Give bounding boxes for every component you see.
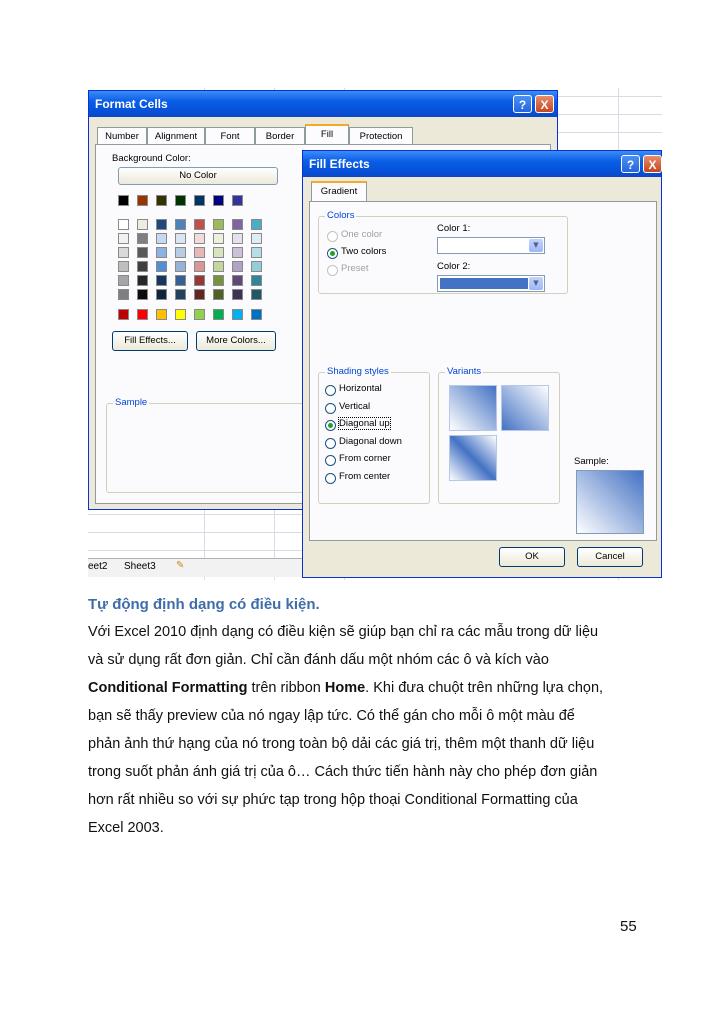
sample-preview [576, 470, 644, 534]
more-colors-button[interactable]: More Colors... [196, 331, 276, 351]
color-swatch[interactable] [194, 219, 205, 230]
sheet-tab-sheet2[interactable]: eet2 [88, 561, 108, 572]
color-swatch[interactable] [137, 289, 148, 300]
color-swatch[interactable] [232, 219, 243, 230]
color-swatch[interactable] [118, 219, 129, 230]
shading-option-label: Horizontal [339, 383, 382, 394]
sheet-tab-sheet3[interactable]: Sheet3 [124, 561, 156, 572]
shading-styles-label: Shading styles [327, 366, 389, 377]
color-swatch[interactable] [232, 261, 243, 272]
color-swatch[interactable] [251, 275, 262, 286]
color-swatch[interactable] [118, 247, 129, 258]
color-swatch[interactable] [118, 289, 129, 300]
close-icon[interactable]: X [643, 155, 662, 173]
shading-option-label: From center [339, 470, 391, 482]
color2-swatch [440, 278, 528, 289]
color-swatch[interactable] [156, 233, 167, 244]
shading-option-label: Vertical [339, 400, 371, 412]
color-swatch[interactable] [175, 233, 186, 244]
color-swatch[interactable] [213, 233, 224, 244]
chevron-down-icon[interactable]: ▼ [529, 239, 543, 252]
shading-styles-group [318, 366, 430, 504]
color-swatch[interactable] [194, 247, 205, 258]
background-color-label: Background Color: [112, 153, 191, 164]
no-color-button[interactable]: No Color [118, 167, 278, 185]
preset-radio[interactable] [327, 265, 338, 276]
color-swatch[interactable] [118, 275, 129, 286]
color-swatch[interactable] [194, 233, 205, 244]
color-swatch[interactable] [137, 247, 148, 258]
shading-option-label: From corner [339, 453, 391, 464]
color-swatch[interactable] [213, 261, 224, 272]
color-swatch[interactable] [251, 219, 262, 230]
ok-button[interactable]: OK [499, 547, 565, 567]
color-swatch[interactable] [156, 289, 167, 300]
color-swatch[interactable] [213, 247, 224, 258]
one-color-label: One color [341, 229, 383, 240]
color-swatch[interactable] [213, 195, 224, 206]
fill-effects-title: Fill Effects [303, 151, 661, 177]
color-swatch[interactable] [175, 247, 186, 258]
color-swatch[interactable] [137, 233, 148, 244]
text-run: . Khi đưa chuột trên những lựa chọn, [365, 680, 604, 696]
color1-dropdown[interactable] [437, 237, 545, 254]
tab-font[interactable]: Font [205, 127, 255, 144]
color-swatch[interactable] [137, 261, 148, 272]
cancel-button[interactable]: Cancel [577, 547, 643, 567]
color-swatch[interactable] [251, 233, 262, 244]
color-swatch[interactable] [194, 289, 205, 300]
tab-protection[interactable]: Protection [349, 127, 413, 144]
insert-sheet-icon[interactable]: ✎ [176, 560, 185, 571]
variants-group [438, 366, 560, 504]
variants-label: Variants [447, 366, 482, 377]
color-swatch[interactable] [118, 261, 129, 272]
color-swatch[interactable] [137, 309, 148, 320]
page-number: 55 [620, 918, 637, 935]
two-colors-label: Two colors [341, 246, 387, 257]
close-icon[interactable]: X [535, 95, 554, 113]
variant-3[interactable] [449, 435, 497, 481]
format-cells-title: Format Cells [89, 91, 557, 117]
sample-label: Sample: [574, 456, 609, 467]
paragraph-line: Excel 2003. [88, 820, 164, 836]
color-swatch[interactable] [156, 261, 167, 272]
help-icon[interactable]: ? [621, 155, 640, 173]
color-swatch[interactable] [137, 195, 148, 206]
paragraph-line: hơn rất nhiều so với sự phức tạp trong hộp thoại Conditional Formatting của [88, 792, 578, 808]
two-colors-radio[interactable] [327, 248, 338, 259]
shading-radio[interactable] [325, 385, 336, 396]
shading-radio[interactable] [325, 420, 336, 431]
text-run: trên ribbon [247, 680, 325, 696]
shading-option-label: Diagonal down [339, 435, 402, 447]
color-swatch[interactable] [175, 275, 186, 286]
color-swatch[interactable] [232, 233, 243, 244]
color-swatch[interactable] [194, 261, 205, 272]
shading-radio[interactable] [325, 403, 336, 414]
color-swatch[interactable] [118, 233, 129, 244]
sample-label: Sample [115, 397, 148, 408]
color-swatch[interactable] [137, 219, 148, 230]
tab-fill[interactable]: Fill [305, 124, 349, 144]
color-swatch[interactable] [156, 275, 167, 286]
color-swatch[interactable] [251, 247, 262, 258]
one-color-radio[interactable] [327, 231, 338, 242]
color-swatch[interactable] [118, 195, 129, 206]
color-swatch[interactable] [156, 219, 167, 230]
color-swatch[interactable] [232, 247, 243, 258]
color-swatch[interactable] [156, 309, 167, 320]
paragraph-line: phản ảnh thứ hạng của nó trong toàn bộ dải các giá trị, thêm một thanh dữ liệu [88, 736, 595, 752]
tab-border[interactable]: Border [255, 127, 305, 144]
excel-screenshot [88, 88, 662, 580]
bold-term: Home [324, 680, 366, 696]
color-swatch[interactable] [232, 275, 243, 286]
help-icon[interactable]: ? [513, 95, 532, 113]
shading-option-label: Diagonal up [339, 418, 390, 429]
color-swatch[interactable] [251, 289, 262, 300]
color-swatch[interactable] [213, 275, 224, 286]
sheet-tabs-bar [88, 558, 318, 577]
section-heading: Tự động định dạng có điều kiện. [88, 596, 320, 613]
color-swatch[interactable] [194, 195, 205, 206]
color-swatch[interactable] [156, 195, 167, 206]
color-swatch[interactable] [175, 195, 186, 206]
color-swatch[interactable] [213, 289, 224, 300]
color-swatch[interactable] [232, 195, 243, 206]
sample-group [106, 397, 306, 493]
shading-radio[interactable] [325, 473, 336, 484]
color-swatch[interactable] [175, 289, 186, 300]
color-swatch[interactable] [213, 309, 224, 320]
color-swatch[interactable] [175, 309, 186, 320]
bold-term: Conditional Formatting [88, 680, 248, 696]
variant-1[interactable] [449, 385, 497, 431]
color-swatch[interactable] [156, 247, 167, 258]
color2-dropdown[interactable] [437, 275, 545, 292]
preset-label: Preset [341, 263, 369, 274]
tab-alignment[interactable]: Alignment [147, 127, 205, 144]
paragraph-line: bạn sẽ thấy preview của nó ngay lập tức. Có thể gán cho mỗi ô một màu để [88, 708, 575, 724]
paragraph-line: Với Excel 2010 định dạng có điều kiện sẽ giúp bạn chỉ ra các mẫu trong dữ liệu [88, 624, 599, 640]
color1-swatch [440, 240, 528, 251]
color-swatch[interactable] [118, 309, 129, 320]
color2-label: Color 2: [437, 261, 471, 272]
tab-gradient[interactable]: Gradient [311, 181, 367, 201]
fill-effects-button[interactable]: Fill Effects... [112, 331, 188, 351]
color-swatch[interactable] [194, 309, 205, 320]
variant-2[interactable] [501, 385, 549, 431]
color-swatch[interactable] [175, 219, 186, 230]
shading-radio[interactable] [325, 455, 336, 466]
color1-label: Color 1: [437, 223, 471, 234]
paragraph-line: và sử dụng rất đơn giản. Chỉ cần đánh dấu một nhóm các ô và kích vào [88, 652, 549, 668]
paragraph-line [88, 680, 603, 696]
color-swatch[interactable] [251, 309, 262, 320]
tab-number[interactable]: Number [97, 127, 147, 144]
chevron-down-icon[interactable]: ▼ [529, 277, 543, 290]
colors-group [318, 210, 568, 294]
color-swatch[interactable] [232, 289, 243, 300]
colors-group-label: Colors [327, 210, 355, 221]
fill-effects-dialog [302, 150, 662, 578]
color-swatch[interactable] [251, 261, 262, 272]
color-swatch[interactable] [232, 309, 243, 320]
color-swatch[interactable] [213, 219, 224, 230]
shading-radio[interactable] [325, 438, 336, 449]
gradient-panel [309, 201, 657, 541]
color-swatch[interactable] [175, 261, 186, 272]
color-swatch[interactable] [137, 275, 148, 286]
paragraph-line: trong suốt phản ánh giá trị của ô… Cách thức tiến hành này cho phép đơn giản [88, 764, 598, 780]
color-swatch[interactable] [194, 275, 205, 286]
